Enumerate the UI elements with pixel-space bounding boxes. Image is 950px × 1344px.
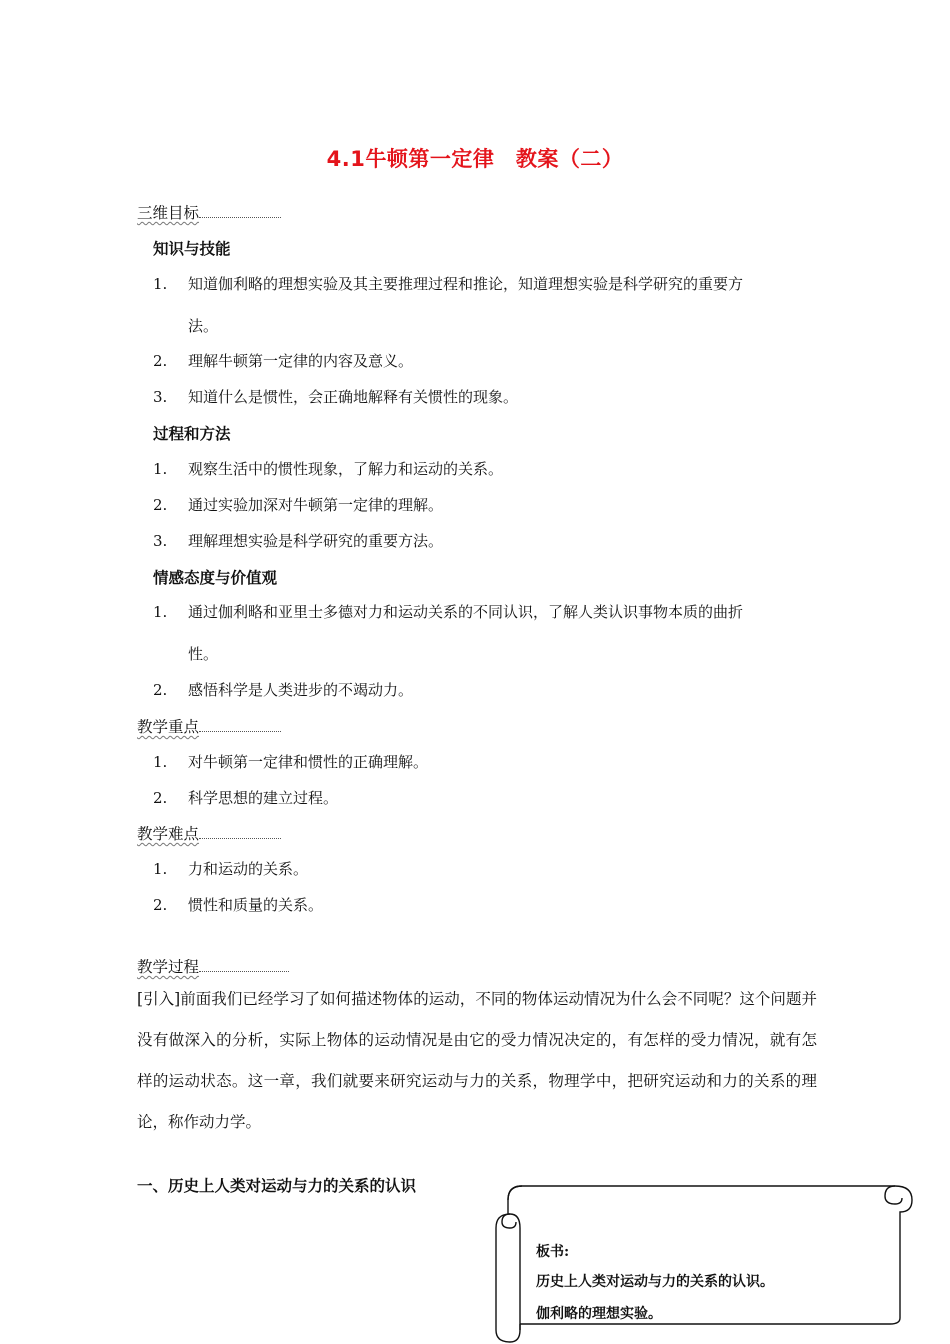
list-number: 1.: [153, 275, 168, 293]
list-number: 1.: [153, 860, 168, 878]
list-item: [153, 679, 818, 700]
list-item-continuation: 性。: [188, 645, 219, 663]
board-label: 板书:: [536, 1244, 570, 1260]
list-text: 惯性和质量的关系。: [188, 896, 324, 914]
key-points-heading-label: 教学重点: [137, 718, 200, 736]
dotted-leader: [199, 826, 281, 839]
list-item: [153, 601, 818, 622]
list-number: 2.: [153, 681, 168, 699]
list-text: 对牛顿第一定律和惯性的正确理解。: [188, 753, 429, 771]
list-item: [153, 530, 818, 551]
list-text: 知道伽利略的理想实验及其主要推理过程和推论，知道理想实验是科学研究的重要方: [188, 275, 744, 293]
intro-text: 前面我们已经学习了如何描述物体的运动，不同的物体运动情况为什么会不同呢？这个问题并没有做深入的分析，实际上物体的运动情况是由它的受力情况决定的，有怎样的受力情况，就有怎样的运动状态。这一章，我们就要来研究运动与力的关系，物理学中，把研究运动和力的关系的理论，称作动力学。: [137, 990, 817, 1131]
list-item: [153, 386, 818, 407]
knowledge-heading: 知识与技能: [153, 240, 231, 258]
page-title: 4.1牛顿第一定律 教案（二）: [326, 147, 624, 171]
list-item: [153, 494, 818, 515]
list-text: 通过实验加深对牛顿第一定律的理解。: [188, 496, 444, 514]
teaching-process-heading-label: 教学过程: [137, 958, 200, 976]
list-number: 2.: [153, 896, 168, 914]
dotted-leader: [199, 719, 281, 732]
list-item: [153, 858, 818, 879]
list-number: 3.: [153, 532, 168, 550]
list-item: [153, 458, 818, 479]
list-item: [153, 273, 818, 294]
section-heading: 一、历史上人类对运动与力的关系的认识: [137, 1177, 417, 1195]
objectives-heading-label: 三维目标: [137, 204, 200, 222]
key-points-heading: [137, 715, 281, 737]
dotted-leader: [199, 205, 281, 218]
list-number: 2.: [153, 352, 168, 370]
list-item: [153, 787, 818, 808]
list-number: 2.: [153, 789, 168, 807]
list-text: 观察生活中的惯性现象，了解力和运动的关系。: [188, 460, 504, 478]
list-text: 理解牛顿第一定律的内容及意义。: [188, 352, 414, 370]
difficulties-heading-label: 教学难点: [137, 825, 200, 843]
list-text: 力和运动的关系。: [188, 860, 309, 878]
difficulties-heading: [137, 822, 281, 844]
intro-tag: [引入]: [137, 990, 181, 1008]
objectives-heading: [137, 201, 281, 223]
list-number: 2.: [153, 496, 168, 514]
board-line: 伽利略的理想实验。: [536, 1306, 662, 1322]
list-item-continuation: 法。: [188, 317, 219, 335]
list-text: 理解理想实验是科学研究的重要方法。: [188, 532, 444, 550]
list-number: 3.: [153, 388, 168, 406]
list-number: 1.: [153, 603, 168, 621]
list-text: 知道什么是惯性，会正确地解释有关惯性的现象。: [188, 388, 519, 406]
dotted-leader: [199, 959, 289, 972]
list-item: [153, 894, 818, 915]
list-number: 1.: [153, 460, 168, 478]
list-item: [153, 350, 818, 371]
intro-paragraph: [137, 979, 817, 1143]
list-text: 感悟科学是人类进步的不竭动力。: [188, 681, 414, 699]
list-text: 科学思想的建立过程。: [188, 789, 339, 807]
list-number: 1.: [153, 753, 168, 771]
emotion-heading: 情感态度与价值观: [153, 569, 278, 587]
list-item: [153, 751, 818, 772]
process-heading: 过程和方法: [153, 425, 231, 443]
list-text: 通过伽利略和亚里士多德对力和运动关系的不同认识，了解人类认识事物本质的曲折: [188, 603, 744, 621]
board-line: 历史上人类对运动与力的关系的认识。: [536, 1274, 774, 1290]
teaching-process-heading: [137, 955, 289, 977]
